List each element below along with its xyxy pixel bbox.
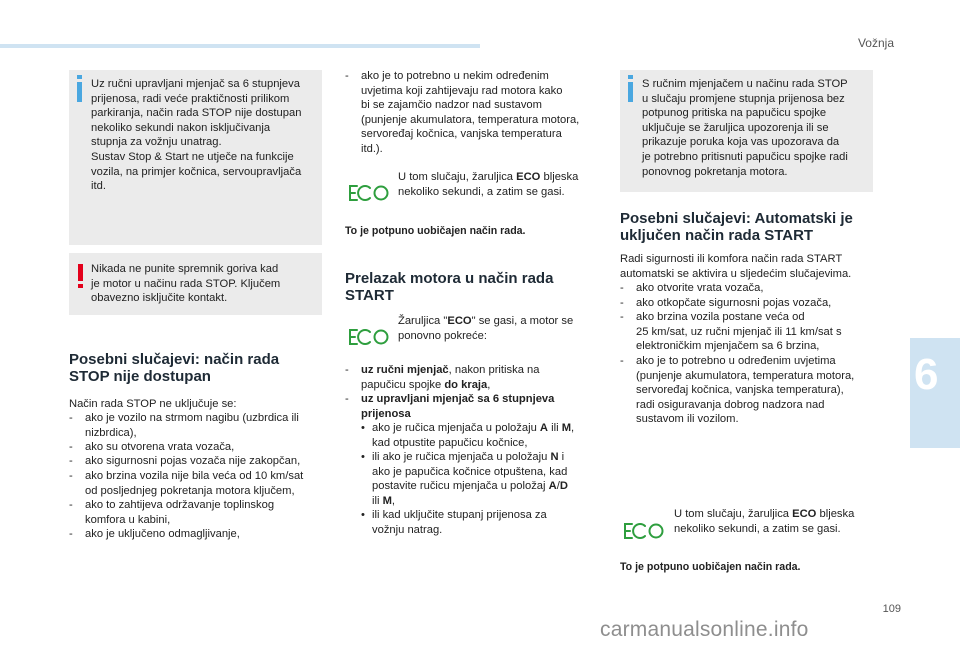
stop-intro: Način rada STOP ne uključuje se:: [69, 398, 237, 410]
list-item: - ako brzina vozila postane veća od 25 km/sat, uz ručni mjenjač ili 11 km/sat s elektroničkim mjenjačem sa 6 brzina,: [620, 311, 842, 353]
sub-list-item: • ako je ručica mjenjača u položaju A ili M, kad otpustite papučicu kočnice,: [361, 422, 575, 449]
list-item: - ako to zahtijeva održavanje toplinskog komfora u kabini,: [69, 499, 275, 526]
eco-indicator-icon: [345, 326, 389, 348]
list-item: - ako je vozilo na strmom nagibu (uzbrdica ili nizbrdica),: [69, 412, 299, 439]
info-icon: [77, 82, 82, 102]
list-item: - ako brzina vozila nije bila veća od 10 km/sat od posljednjeg pokretanja motora ključem,: [69, 470, 304, 497]
chapter-number: 6: [914, 350, 939, 399]
sub-list-item: • ili kad uključite stupanj prijenosa za vožnju natrag.: [361, 509, 547, 536]
info-box-text: S ručnim mjenjačem u načinu rada STOP u slučaju promjene stupnja prijenosa bez potpunog pritiska na papučicu spojke uključuje se žaruljica upozorenja ili se prikazuje poruka koja vas upozorava da je potrebno pritisnuti papučicu spojke radi ponovnog pokretanja motora.: [642, 78, 848, 178]
list-item: - uz ručni mjenjač, nakon pritiska na papučicu spojke do kraja,: [345, 364, 540, 391]
section-title: Vožnja: [857, 36, 894, 50]
list-item: - ako otkopčate sigurnosni pojas vozača,: [620, 297, 832, 309]
eco-off-note: Žaruljica "ECO" se gasi, a motor se ponovno pokreće:: [398, 315, 574, 342]
list-item: - uz upravljani mjenjač sa 6 stupnjeva prijenosa: [345, 393, 555, 420]
list-item: - ako je uključeno odmagljivanje,: [69, 528, 240, 540]
list-item: - ako otvorite vrata vozača,: [620, 282, 764, 294]
heading-start-mode: Prelazak motora u način rada START: [345, 270, 554, 304]
eco-note: U tom slučaju, žaruljica ECO bljeska nekoliko sekundi, a zatim se gasi.: [674, 508, 855, 535]
sub-list-item: • ili ako je ručica mjenjača u položaju N i ako je papučica kočnice otpuštena, kad postavite ručicu mjenjača u položaj A/D ili M,: [361, 451, 568, 507]
heading-stop-unavailable: Posebni slučajevi: način rada STOP nije dostupan: [69, 351, 280, 385]
header-bar: [0, 44, 480, 48]
normal-operation-note: To je potpuno uobičajen način rada.: [345, 225, 526, 237]
eco-note: U tom slučaju, žaruljica ECO bljeska nekoliko sekundi, a zatim se gasi.: [398, 171, 579, 198]
info-box: [69, 70, 322, 245]
list-item: - ako je to potrebno u određenim uvjetima (punjenje akumulatora, temperatura motora, servoređaj kočnica, vanjska temperatura), radi osiguravanja dobrog nadzora nad sustavom ili vozilom.: [620, 355, 855, 426]
list-item: - ako su otvorena vrata vozača,: [69, 441, 235, 453]
normal-operation-note: To je potpuno uobičajen način rada.: [620, 561, 801, 573]
warning-box-text: Nikada ne punite spremnik goriva kad je motor u načinu rada STOP. Ključem obavezno isključite kontakt.: [91, 263, 281, 305]
warning-box: [69, 253, 322, 315]
info-box: [620, 70, 873, 192]
page-number: 109: [882, 603, 901, 615]
auto-start-intro: Radi sigurnosti ili komfora način rada START automatski se aktivira u sljedećim slučajevima.: [620, 253, 852, 280]
watermark: carmanualsonline.info: [600, 618, 809, 641]
eco-indicator-icon: [345, 182, 389, 204]
list-item: - ako sigurnosni pojas vozača nije zakopčan,: [69, 455, 301, 467]
warning-icon: [78, 264, 83, 281]
list-item: - ako je to potrebno u nekim određenim uvjetima koji zahtijevaju rad motora kako bi se zajamčio nadzor nad sustavom (punjenje akumulatora, temperatura motora, servoređaj kočnica, vanjska temperatura itd.).: [345, 70, 580, 155]
heading-auto-start: Posebni slučajevi: Automatski je uključen način rada START: [620, 210, 853, 244]
info-box-text: Uz ručni upravljani mjenjač sa 6 stupnjeva prijenosa, radi veće praktičnosti prilikom parkiranja, način rada STOP nije dostupan nekoliko sekundi nakon isključivanja stupnja za vožnju unatrag. Sustav Stop & Start ne utječe na funkcije vozila, na primjer kočnica, servoupravljača itd.: [91, 78, 302, 193]
chapter-tab: [910, 338, 960, 448]
eco-indicator-icon: [620, 520, 664, 542]
info-icon: [628, 82, 633, 102]
